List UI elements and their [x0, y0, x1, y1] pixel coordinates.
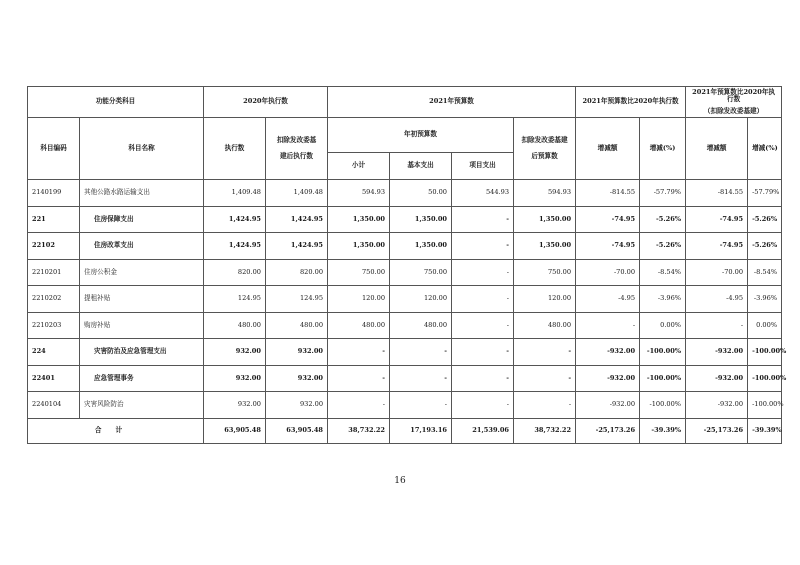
cell-subtotal: -: [328, 365, 390, 392]
cell-project: -: [452, 233, 514, 260]
cell-change-pct: -8.54%: [640, 259, 686, 286]
cell-change-2: -932.00: [686, 339, 748, 366]
header-subject-code: 科目编码: [28, 118, 80, 180]
cell-change-pct-2: -100.00%: [748, 392, 782, 419]
total-change-pct-2: -39.39%: [748, 418, 782, 443]
table-row: [28, 286, 782, 313]
cell-change: -932.00: [576, 365, 640, 392]
header-func-category: 功能分类科目: [28, 87, 204, 118]
cell-name: 住房保障支出: [80, 206, 204, 233]
cell-change-pct: -3.96%: [640, 286, 686, 313]
cell-excl-budget: -: [514, 365, 576, 392]
cell-change-2: -932.00: [686, 365, 748, 392]
total-label: 合计: [28, 418, 204, 443]
cell-change: -70.00: [576, 259, 640, 286]
cell-subtotal: -: [328, 392, 390, 419]
cell-exec: 932.00: [204, 339, 266, 366]
cell-subtotal: 750.00: [328, 259, 390, 286]
cell-code: 221: [28, 206, 80, 233]
cell-code: 2240104: [28, 392, 80, 419]
cell-exec: 932.00: [204, 365, 266, 392]
cell-code: 2140199: [28, 180, 80, 207]
cell-basic: -: [390, 339, 452, 366]
cell-exec: 1,424.95: [204, 233, 266, 260]
cell-code: 2210202: [28, 286, 80, 313]
table-row: [28, 339, 782, 366]
cell-exec: 1,424.95: [204, 206, 266, 233]
cell-subtotal: -: [328, 339, 390, 366]
header-excl-after-exec: [266, 118, 328, 180]
page-number: 16: [394, 476, 406, 486]
cell-excl-budget: -: [514, 339, 576, 366]
header-change-pct: 增减(%): [640, 118, 686, 180]
cell-change-pct-2: -8.54%: [748, 259, 782, 286]
cell-change-pct: -5.26%: [640, 233, 686, 260]
cell-excl-exec: 1,424.95: [266, 233, 328, 260]
header-cmp-excl-line1: 2021年预算数比2020年执行数: [692, 88, 776, 104]
cell-change-2: -70.00: [686, 259, 748, 286]
cell-project: -: [452, 339, 514, 366]
cell-change-2: -: [686, 312, 748, 339]
cell-change: -814.55: [576, 180, 640, 207]
budget-table: [27, 86, 787, 444]
table-row: [28, 365, 782, 392]
cell-project: -: [452, 206, 514, 233]
total-excl-budget: 38,732.22: [514, 418, 576, 443]
cell-change-2: -932.00: [686, 392, 748, 419]
cell-name: 提租补贴: [80, 286, 204, 313]
cell-name: 其他公路水路运输支出: [80, 180, 204, 207]
header-cmp-excl: [686, 87, 782, 118]
cell-code: 2210203: [28, 312, 80, 339]
table-row: [28, 206, 782, 233]
cell-project: -: [452, 259, 514, 286]
cell-excl-exec: 932.00: [266, 365, 328, 392]
cell-project: -: [452, 312, 514, 339]
cell-project: -: [452, 286, 514, 313]
cell-basic: 750.00: [390, 259, 452, 286]
cell-change-pct-2: -5.26%: [748, 233, 782, 260]
cell-code: 22102: [28, 233, 80, 260]
cell-change: -932.00: [576, 339, 640, 366]
cell-project: 544.93: [452, 180, 514, 207]
cell-excl-budget: 594.93: [514, 180, 576, 207]
cell-basic: 480.00: [390, 312, 452, 339]
cell-change: -: [576, 312, 640, 339]
header-basic-expense: 基本支出: [390, 153, 452, 180]
cell-basic: 50.00: [390, 180, 452, 207]
header-excl-budget: [514, 118, 576, 180]
cell-change-pct-2: -100.00%: [748, 339, 782, 366]
cell-excl-budget: -: [514, 392, 576, 419]
table-row: [28, 233, 782, 260]
header-excl-budget-line2: 后预算数: [531, 152, 558, 160]
cell-change-pct-2: -5.26%: [748, 206, 782, 233]
header-excl-budget-line1: 扣除发改委基建: [521, 135, 568, 144]
cell-basic: -: [390, 392, 452, 419]
cell-change-pct-2: -3.96%: [748, 286, 782, 313]
total-excl-exec: 63,905.48: [266, 418, 328, 443]
cell-change-pct-2: 0.00%: [748, 312, 782, 339]
cell-basic: 1,350.00: [390, 206, 452, 233]
cell-excl-budget: 1,350.00: [514, 206, 576, 233]
header-project-expense: 项目支出: [452, 153, 514, 180]
header-subtotal: 小计: [328, 153, 390, 180]
total-project: 21,539.06: [452, 418, 514, 443]
cell-excl-exec: 932.00: [266, 392, 328, 419]
cell-code: 22401: [28, 365, 80, 392]
cell-exec: 932.00: [204, 392, 266, 419]
cell-change-pct-2: -57.79%: [748, 180, 782, 207]
header-change-amount: 增减额: [576, 118, 640, 180]
header-exec-2020: 2020年执行数: [204, 87, 328, 118]
table-row: [28, 259, 782, 286]
header-change-pct-2: 增减(%): [748, 118, 782, 180]
cell-name: 住房改革支出: [80, 233, 204, 260]
header-cmp-2021-vs-2020: 2021年预算数比2020年执行数: [576, 87, 686, 118]
cell-change-2: -4.95: [686, 286, 748, 313]
total-subtotal: 38,732.22: [328, 418, 390, 443]
cell-subtotal: 1,350.00: [328, 233, 390, 260]
cell-name: 购房补贴: [80, 312, 204, 339]
cell-change-2: -74.95: [686, 233, 748, 260]
cell-change-pct: -57.79%: [640, 180, 686, 207]
cell-change-2: -74.95: [686, 206, 748, 233]
cell-name: 灾害风险防治: [80, 392, 204, 419]
cell-subtotal: 480.00: [328, 312, 390, 339]
cell-subtotal: 120.00: [328, 286, 390, 313]
header-excl-after-line2: 建后执行数: [280, 152, 313, 160]
cell-excl-budget: 480.00: [514, 312, 576, 339]
cell-change-pct: -100.00%: [640, 339, 686, 366]
total-basic: 17,193.16: [390, 418, 452, 443]
cell-subtotal: 594.93: [328, 180, 390, 207]
cell-basic: 1,350.00: [390, 233, 452, 260]
cell-change-pct: -100.00%: [640, 365, 686, 392]
cell-exec: 1,409.48: [204, 180, 266, 207]
cell-name: 住房公积金: [80, 259, 204, 286]
total-change-pct: -39.39%: [640, 418, 686, 443]
cell-exec: 820.00: [204, 259, 266, 286]
total-change: -25,173.26: [576, 418, 640, 443]
cell-excl-exec: 1,424.95: [266, 206, 328, 233]
cell-excl-exec: 480.00: [266, 312, 328, 339]
cell-basic: -: [390, 365, 452, 392]
header-budget-2021: 2021年预算数: [328, 87, 576, 118]
cell-change-pct-2: -100.00%: [748, 365, 782, 392]
cell-project: -: [452, 392, 514, 419]
cell-exec: 480.00: [204, 312, 266, 339]
cell-basic: 120.00: [390, 286, 452, 313]
cell-excl-exec: 932.00: [266, 339, 328, 366]
total-row: [28, 418, 782, 443]
cell-excl-budget: 750.00: [514, 259, 576, 286]
header-excl-after-line1: 扣除发改委基: [276, 135, 317, 144]
cell-change-pct: 0.00%: [640, 312, 686, 339]
cell-exec: 124.95: [204, 286, 266, 313]
cell-excl-exec: 820.00: [266, 259, 328, 286]
table-row: [28, 180, 782, 207]
cell-change: -4.95: [576, 286, 640, 313]
total-exec: 63,905.48: [204, 418, 266, 443]
cell-project: -: [452, 365, 514, 392]
cell-excl-exec: 124.95: [266, 286, 328, 313]
cell-change: -932.00: [576, 392, 640, 419]
cell-code: 224: [28, 339, 80, 366]
header-exec-amount: 执行数: [204, 118, 266, 180]
header-initial-budget: 年初预算数: [328, 118, 514, 153]
cell-subtotal: 1,350.00: [328, 206, 390, 233]
cell-name: 灾害防治及应急管理支出: [80, 339, 204, 366]
cell-code: 2210201: [28, 259, 80, 286]
table-row: [28, 312, 782, 339]
header-change-amount-2: 增减额: [686, 118, 748, 180]
cell-name: 应急管理事务: [80, 365, 204, 392]
cell-change: -74.95: [576, 233, 640, 260]
header-subject-name: 科目名称: [80, 118, 204, 180]
cell-excl-budget: 1,350.00: [514, 233, 576, 260]
cell-change-pct: -100.00%: [640, 392, 686, 419]
total-change-2: -25,173.26: [686, 418, 748, 443]
cell-change: -74.95: [576, 206, 640, 233]
header-cmp-excl-line2: （扣除发改委基建）: [703, 106, 764, 115]
cell-excl-exec: 1,409.48: [266, 180, 328, 207]
table-row: [28, 392, 782, 419]
cell-change-2: -814.55: [686, 180, 748, 207]
cell-excl-budget: 120.00: [514, 286, 576, 313]
cell-change-pct: -5.26%: [640, 206, 686, 233]
